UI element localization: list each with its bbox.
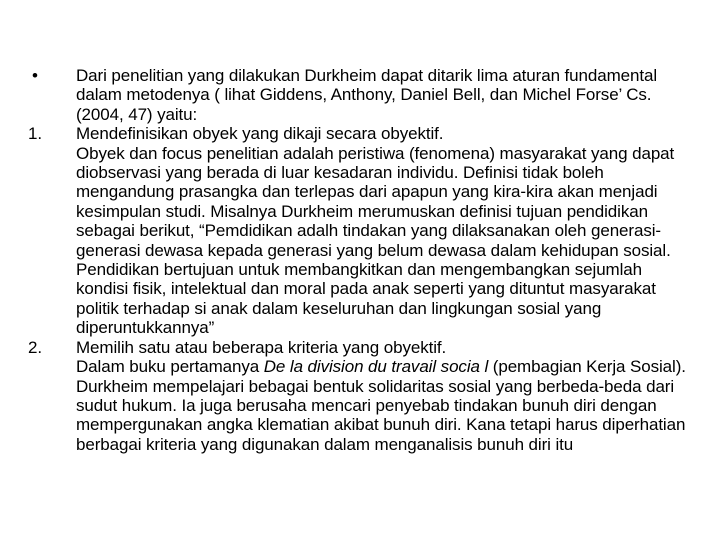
numbered-item-1 [28,124,698,337]
numbered-item-2 [28,338,698,454]
slide-content [28,66,698,454]
item-2-heading: Memilih satu atau beberapa kriteria yang obyektif. [76,337,447,357]
item-2-body [76,357,698,454]
intro-text: Dari penelitian yang dilakukan Durkheim dapat ditarik lima aturan fundamental dalam metodenya ( lihat Giddens, Anthony, Daniel Bell, dan Michel Forse’ Cs. (2004, 47) yaitu: [76,66,658,124]
bullet-marker: • [32,66,38,85]
item-2-body-start: Dalam buku pertamanya [76,357,264,377]
item-1-heading: Mendefinisikan obyek yang dikaji secara obyektif. [76,124,444,144]
item-2-body-end: (pembagian Kerja Sosial). Durkheim mempelajari bebagai bentuk solidaritas sosial yang berbeda-beda dari sudut hukum. Ia juga berusaha mencari penyebab tindakan bunuh diri dengan mempergunakan angka klematian akibat bunuh diri. Kana tetapi harus diperhatian berbagai kriteria yang digunakan dalam menganalisis bunuh diri itu [76,357,686,454]
number-marker-1: 1. [28,124,42,144]
number-marker-2: 2. [28,337,42,357]
item-1-body: Obyek dan focus penelitian adalah peristiwa (fenomena) masyarakat yang dapat diobservasi yang berada di luar kesadaran individu. Definisi tidak boleh mengandung prasangka dan terlepas dari apapun yang kira-kira akan menjadi kesimpulan studi. Misalnya Durkheim merumuskan definisi tujuan pendidikan sebagai berikut, “Pemdidikan adalh tindakan yang dilaksanakan oleh generasi-generasi dewasa kepada generasi yang belum dewasa dalam kehidupan sosial. Pendidikan bertujuan untuk membangkitkan dan mengembangkan sejumlah kondisi fisik, intelektual dan moral pada anak seperti yang dituntut masyarakat politik terhadap si anak dalam keseluruhan dan lingkungan sosial yang diperuntukkannya” [76,143,675,338]
book-title: De la division du travail socia l [263,357,489,377]
intro-bullet-item [28,66,698,124]
